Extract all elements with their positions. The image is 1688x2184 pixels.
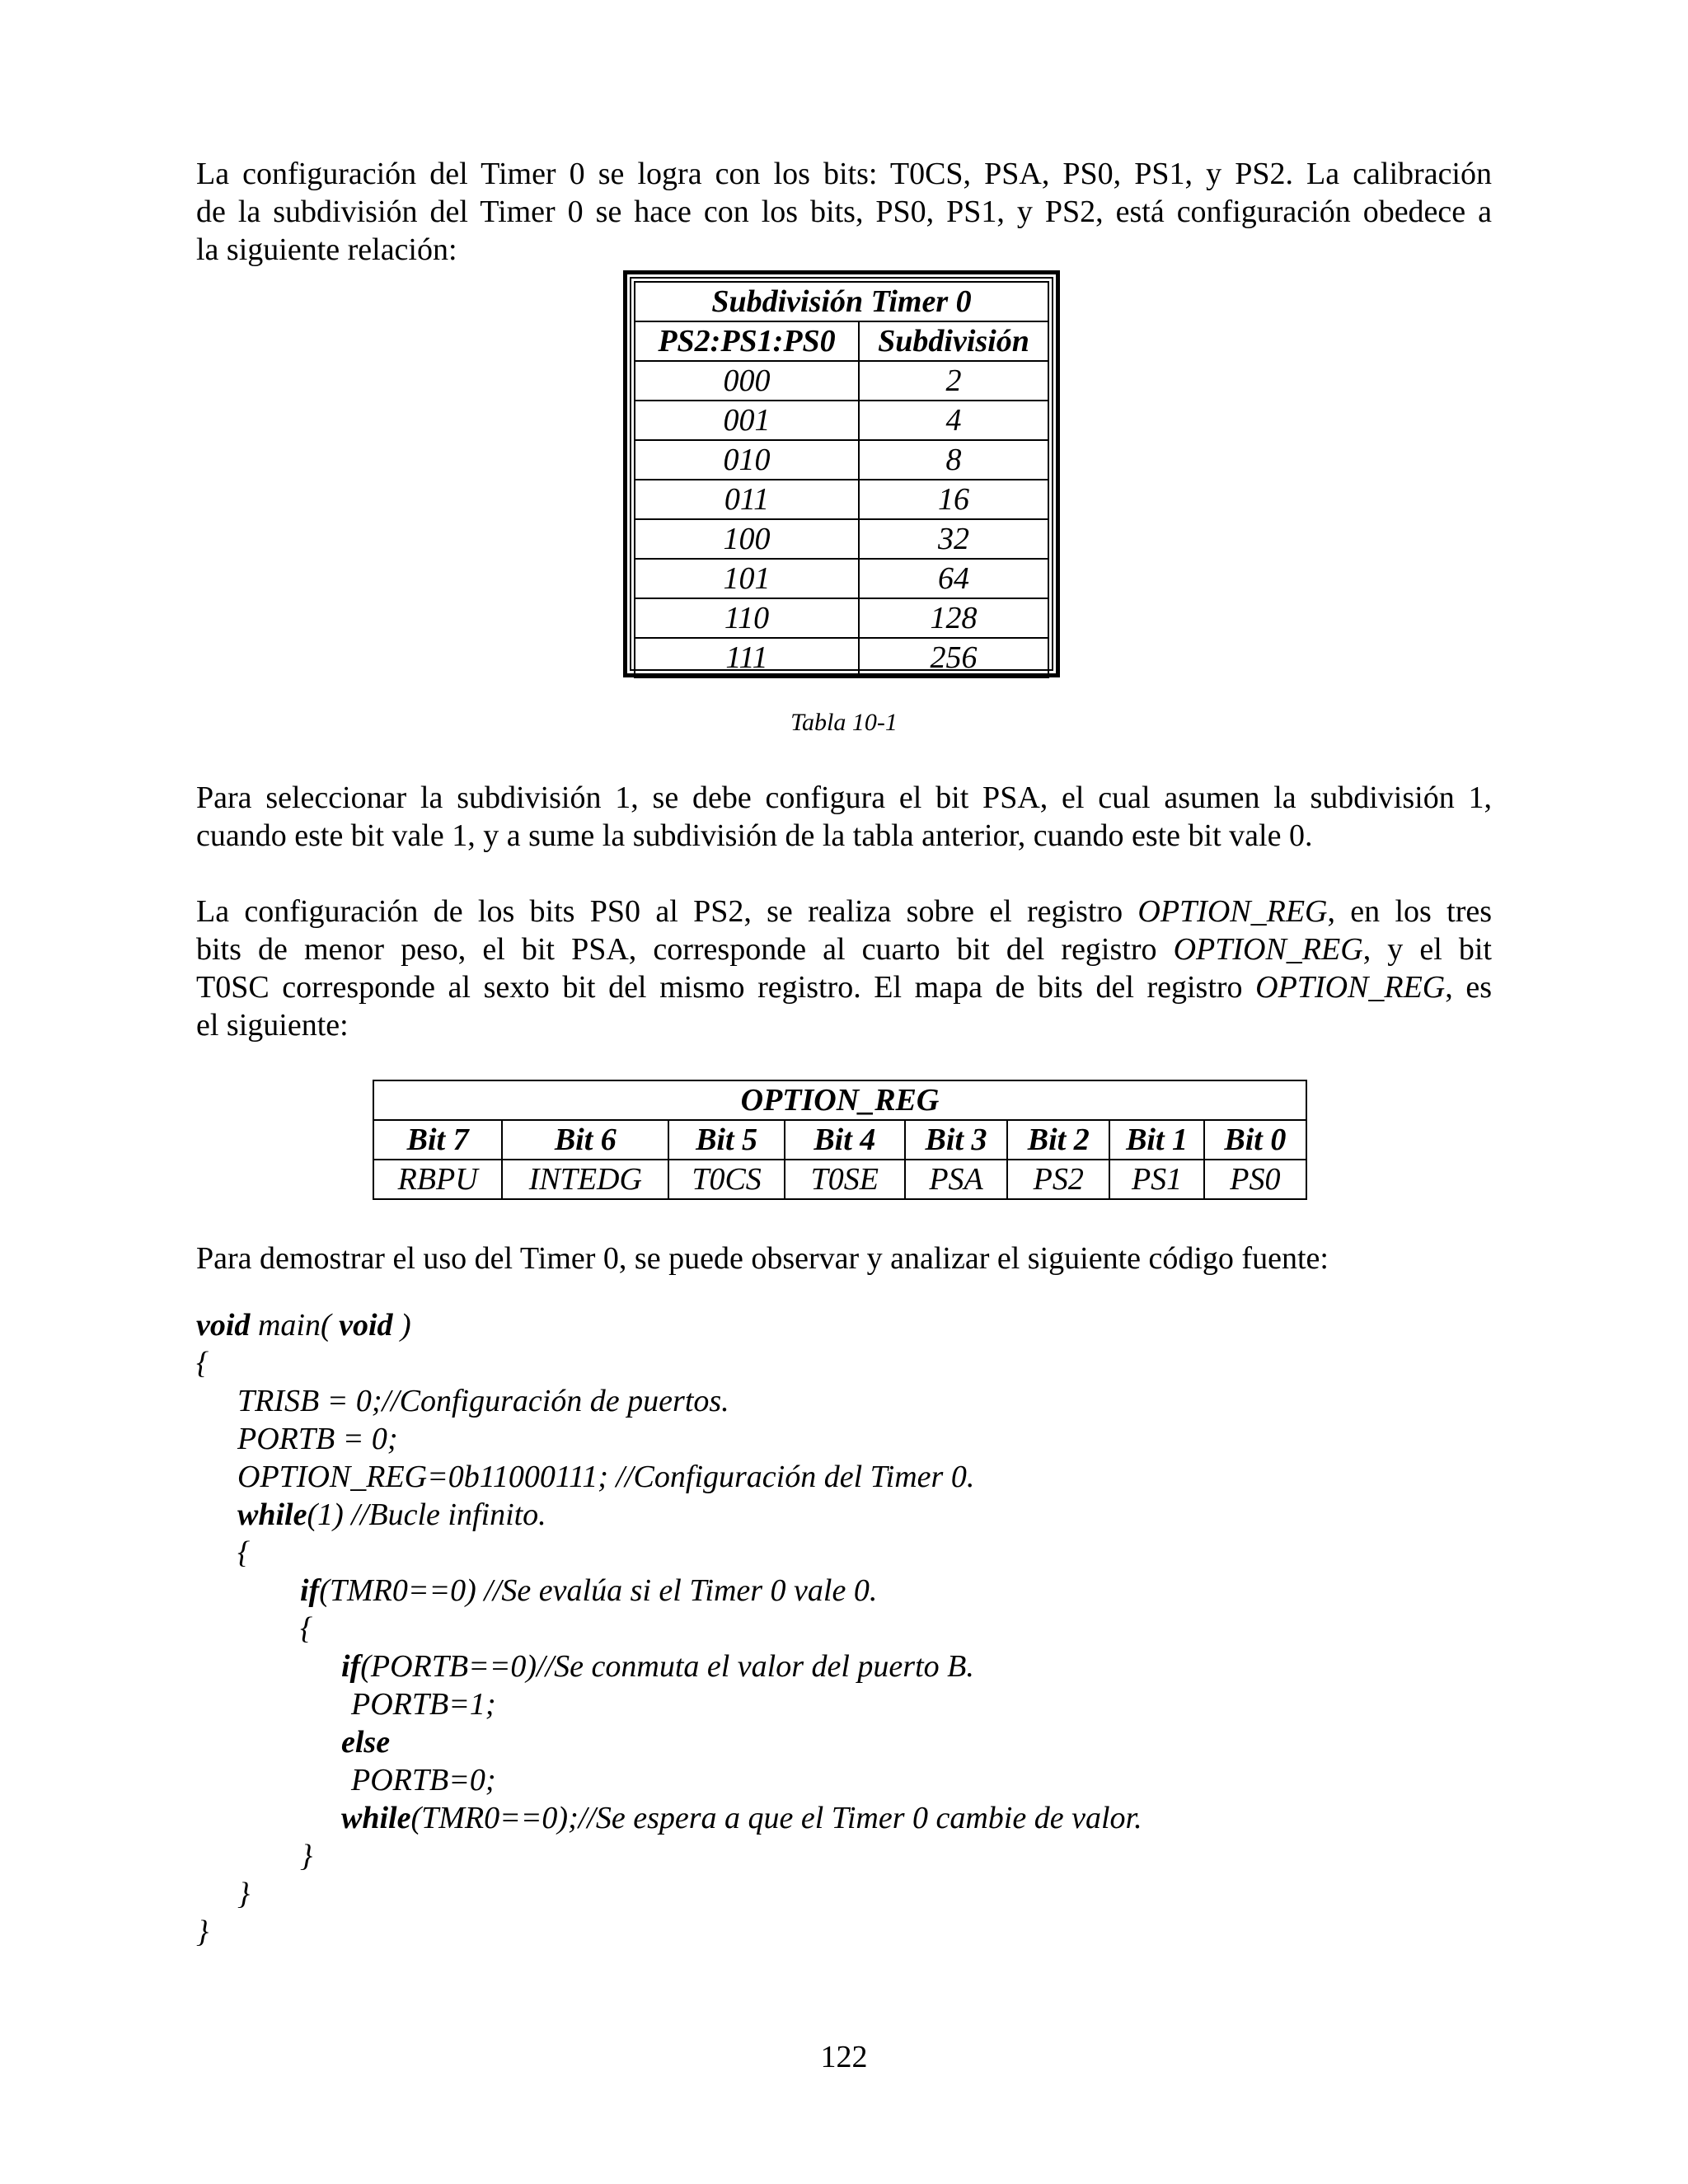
intro-paragraph xyxy=(196,155,1492,269)
table-cell: 4 xyxy=(859,401,1048,440)
option-reg-table xyxy=(373,1080,1307,1200)
code-intro-paragraph xyxy=(196,1240,1492,1277)
table-cell: 001 xyxy=(635,401,859,440)
code-line: } xyxy=(237,1877,251,1911)
code-line: OPTION_REG=0b11000111; //Configuración del Timer 0. xyxy=(237,1460,975,1494)
table-cell: 101 xyxy=(635,559,859,598)
table-cell: PS0 xyxy=(1204,1160,1306,1199)
code-line: PORTB=1; xyxy=(351,1687,496,1722)
table-cell: 111 xyxy=(635,638,859,677)
table-row xyxy=(373,1160,1306,1199)
code-line: void main( void ) xyxy=(196,1308,411,1343)
column-header: Bit 4 xyxy=(785,1120,905,1160)
column-header: PS2:PS1:PS0 xyxy=(635,321,859,361)
column-header: Bit 1 xyxy=(1109,1120,1203,1160)
table-row xyxy=(635,361,1048,401)
table-caption: Tabla 10-1 xyxy=(790,709,898,736)
table-cell: 64 xyxy=(859,559,1048,598)
table-cell: PS2 xyxy=(1007,1160,1109,1199)
psa-paragraph xyxy=(196,779,1492,855)
table-row xyxy=(635,440,1048,480)
table-cell: INTEDG xyxy=(502,1160,668,1199)
text-line: Para demostrar el uso del Timer 0, se puede observar y analizar el siguiente código fuente: xyxy=(196,1241,1329,1276)
column-header: Bit 2 xyxy=(1007,1120,1109,1160)
code-line: PORTB = 0; xyxy=(237,1422,398,1456)
text-line: la siguiente relación: xyxy=(196,232,457,267)
table-cell: 8 xyxy=(859,440,1048,480)
table-row xyxy=(635,598,1048,638)
text-line: Para seleccionar la subdivisión 1, se debe configura el bit PSA, el cual asumen la subdivisión 1, xyxy=(196,780,1492,815)
code-line: } xyxy=(300,1839,313,1873)
subdivision-table-frame xyxy=(623,270,1060,677)
table-cell: PSA xyxy=(905,1160,1007,1199)
table-cell: 32 xyxy=(859,519,1048,559)
table-cell: 100 xyxy=(635,519,859,559)
text-line: cuando este bit vale 1, y a sume la subdivisión de la tabla anterior, cuando este bit vale 0. xyxy=(196,818,1313,853)
code-line: else xyxy=(341,1725,391,1760)
subdivision-table xyxy=(634,281,1049,678)
table-row xyxy=(635,480,1048,519)
text-line: T0SC corresponde al sexto bit del mismo registro. El mapa de bits del registro OPTION_REG, es xyxy=(196,970,1493,1005)
column-header: Bit 3 xyxy=(905,1120,1007,1160)
table-cell: 000 xyxy=(635,361,859,401)
table-row xyxy=(635,559,1048,598)
column-header: Bit 0 xyxy=(1204,1120,1306,1160)
table-cell: T0SE xyxy=(785,1160,905,1199)
text-line: el siguiente: xyxy=(196,1008,349,1043)
text-line: bits de menor peso, el bit PSA, corresponde al cuarto bit del registro OPTION_REG, y el bit xyxy=(196,932,1492,967)
code-line: } xyxy=(196,1915,209,1949)
code-line: while(1) //Bucle infinito. xyxy=(237,1497,546,1532)
table-cell: 256 xyxy=(859,638,1048,677)
table-row xyxy=(635,638,1048,677)
code-line: { xyxy=(300,1611,313,1646)
table-row xyxy=(635,519,1048,559)
table-row xyxy=(373,1120,1306,1160)
code-line: { xyxy=(196,1346,209,1380)
text-line: La configuración del Timer 0 se logra con los bits: T0CS, PSA, PS0, PS1, y PS2. La calibración xyxy=(196,157,1492,191)
column-header: Bit 7 xyxy=(373,1120,502,1160)
code-line: if(TMR0==0) //Se evalúa si el Timer 0 vale 0. xyxy=(300,1573,878,1608)
table-cell: T0CS xyxy=(668,1160,784,1199)
subdivision-table-title: Subdivisión Timer 0 xyxy=(635,282,1048,321)
code-line: if(PORTB==0)//Se conmuta el valor del puerto B. xyxy=(341,1649,974,1684)
table-cell: PS1 xyxy=(1109,1160,1203,1199)
table-cell: 16 xyxy=(859,480,1048,519)
column-header: Bit 6 xyxy=(502,1120,668,1160)
table-cell: 110 xyxy=(635,598,859,638)
code-line: while(TMR0==0);//Se espera a que el Timer 0 cambie de valor. xyxy=(341,1801,1142,1835)
table-cell: RBPU xyxy=(373,1160,502,1199)
table-cell: 128 xyxy=(859,598,1048,638)
table-cell: 010 xyxy=(635,440,859,480)
code-line: PORTB=0; xyxy=(351,1763,496,1797)
code-line: TRISB = 0;//Configuración de puertos. xyxy=(237,1384,729,1418)
page-number: 122 xyxy=(820,2040,868,2074)
table-cell: 2 xyxy=(859,361,1048,401)
table-cell: 011 xyxy=(635,480,859,519)
code-line: { xyxy=(237,1535,251,1570)
option-reg-title: OPTION_REG xyxy=(373,1080,1306,1120)
text-line: La configuración de los bits PS0 al PS2, se realiza sobre el registro OPTION_REG, en los tres xyxy=(196,894,1493,929)
text-line: de la subdivisión del Timer 0 se hace con los bits, PS0, PS1, y PS2, está configuración obedece a xyxy=(196,194,1492,229)
option-reg-paragraph xyxy=(196,893,1492,1044)
column-header: Subdivisión xyxy=(859,321,1048,361)
table-row xyxy=(635,401,1048,440)
column-header: Bit 5 xyxy=(668,1120,784,1160)
